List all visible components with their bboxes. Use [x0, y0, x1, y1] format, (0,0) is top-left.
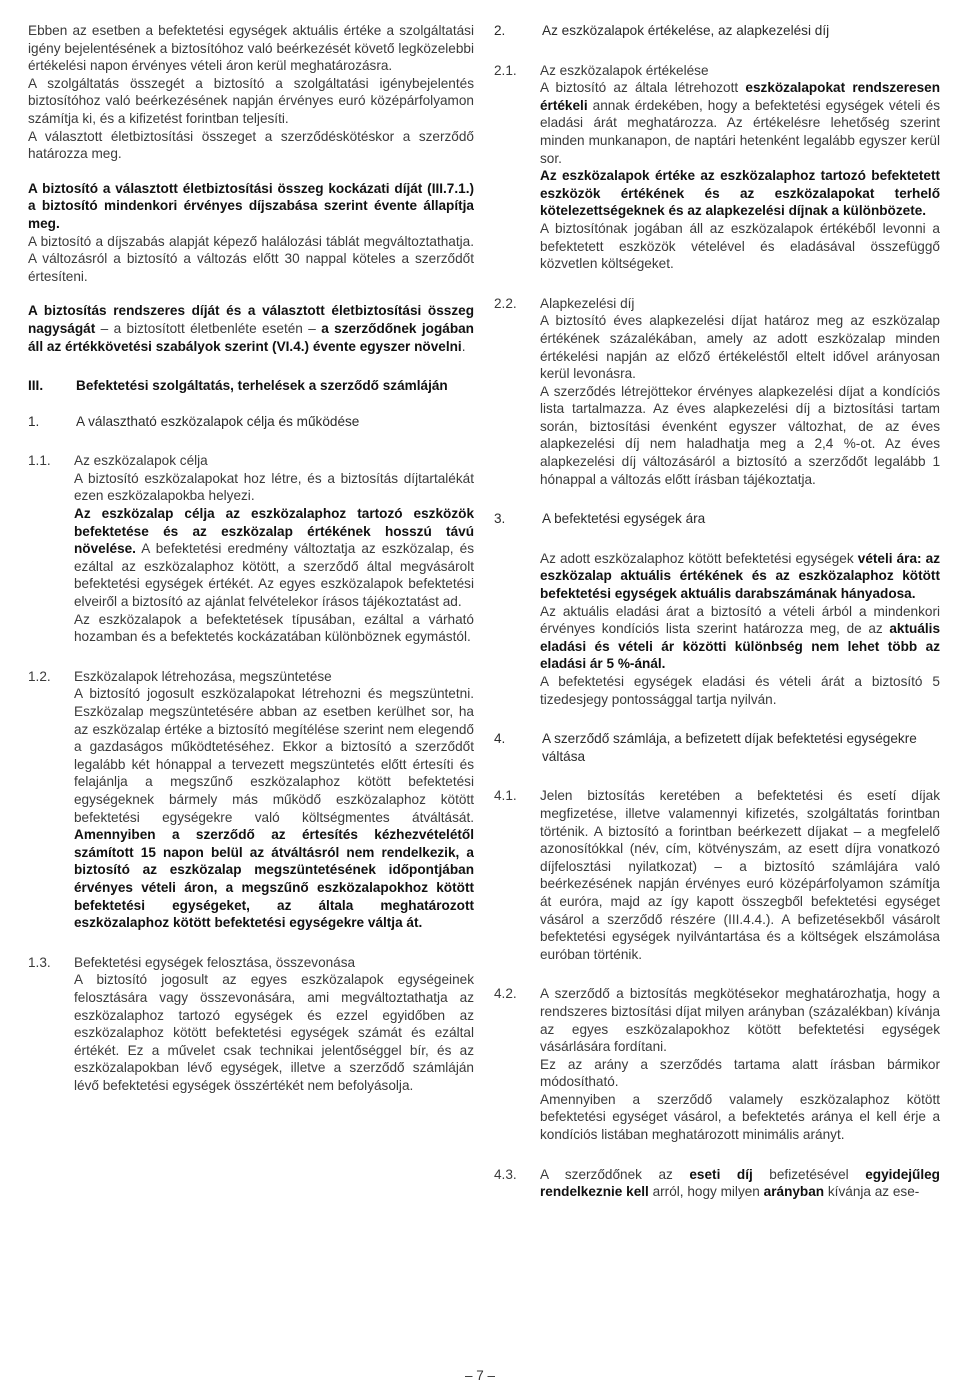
section-3: Az adott eszközalaphoz kötött befektetési egységek vételi ára: az eszközalap aktuális értékének és az eszközalaphoz kötött befektetési egységek aktuális darabszámának hányadosa. Az aktuális eladási árat a biztosító a vételi árból a mindenkori érvényes kondíciós lista szerint határozza meg, de az aktuális eladási és vételi ár közötti különbség nem lehet több az eladási ár 5 %-ánál. A befektetési egységek eladási és vételi árát a biztosító 5 tizedesjegy pontossággal tartja nyilván.: [540, 550, 941, 707]
section-4-2: 4.2. A szerződő a biztosítás megkötésekor meghatározhatja, hogy a rendszeres biztosítási díjat milyen arányban (százalékban) kívánja az egyes eszközalapokhoz kötött befektetési egységek vásárlására fordítani. Ez az arány a szerződés tartama alatt írásban bármikor módosítható. Amennyiben a szerződő valamely eszközalaphoz kötött befektetési egységet vásárol, a befektetés aránya el kell érje a kondíciós listában meghatározott minimális arányt.: [494, 986, 940, 1143]
section-1-1: 1.1. Az eszközalapok célja A biztosító eszközalapokat hoz létre, és a biztosítás díjtartalékát ezen eszközalapokba helyezi. Az eszközalap célja az eszközalaphoz tartozó eszközök befektetése és az eszközalap értékének hosszú távú növelése. A befektetési eredmény változtatja az eszközalap, és ezáltal az eszközalaphoz kötött, a szerződő által megvásárolt befektetési egységek értékét. Az egyes eszközalapok befektetési elveiről a biztosító az ajánlat felvételekor írásos tájékoztatást ad. Az eszközalapok a befektetések típusában, ezáltal a várható hozamban és a befektetés kockázatában különböznek egymástól.: [28, 453, 474, 645]
section-4-3: 4.3. A szerződőnek az eseti díj befizetésével egyidejűleg rendelkeznie kell arról, hogy milyen arányban kívánja az ese-: [494, 1166, 940, 1200]
section-heading-2: 2. Az eszközalapok értékelése, az alapkezelési díj: [494, 23, 830, 38]
right-column: [494, 22, 940, 1201]
left-column: [28, 22, 474, 1094]
section-heading-1: 1. A választható eszközalapok célja és működése: [28, 413, 360, 429]
section-heading-4: 4. A szerződő számlája, a befizetett díjak befektetési egységekre váltása: [494, 731, 917, 764]
section-title: Eszközalapok létrehozása, megszüntetése: [74, 668, 332, 684]
chapter-heading-iii: III. Befektetési szolgáltatás, terhelések a szerződő számláján: [28, 378, 448, 394]
section-1-3: 1.3. Befektetési egységek felosztása, összevonása A biztosító jogosult az egyes eszközalapok egységeinek felosztására vagy összevonására, ami megváltoztathatja az eszközalaphoz tartozó egységek és ezzel egyidőben az eszközalaphoz kötött befektetési egységek számát és ezáltal értékét. Ez a művelet csak technikai jelentőséggel bír, és az eszközalapokban lévő egységek, illetve a szerződő számláján lévő befektetési egységek összértékét nem befolyásolja.: [28, 954, 474, 1093]
paragraph-sum-assured: A választott életbiztosítási összeget a szerződéskötéskor a szerződő határozza meg.: [28, 128, 474, 162]
section-heading-3: 3. A befektetési egységek ára: [494, 511, 706, 527]
paragraph-indexation: A biztosítás rendszeres díját és a választott életbiztosítási összeg nagyságát – a biztosított életbenléte esetén – a szerződőnek jogában áll az értékkövetési szabályok szerint (VI.4.) évente egyszer növelni.: [28, 303, 474, 354]
section-title: Az eszközalapok célja: [74, 453, 208, 469]
paragraph-payout-currency: A szolgáltatás összegét a biztosító a szolgáltatási igénybejelentés biztosítóhoz való beérkezésének napján érvényes euró középárfolyamon számítja ki, és a kifizetést forintban teljesíti.: [28, 75, 474, 126]
paragraph-risk-premium: A biztosító a választott életbiztosítási összeg kockázati díját (III.7.1.) a biztosító mindenkori érvényes díjszabása szerint évente állapítja meg.: [28, 180, 474, 231]
paragraph-payout-value: Ebben az esetben a befektetési egységek aktuális értéke a szolgáltatási igény bejelentésének a biztosítóhoz való beérkezését követő legközelebbi értékelési napon érvényes vételi áron kerül meghatározásra.: [28, 23, 474, 74]
section-4-1: 4.1. Jelen biztosítás keretében a befektetési és esetí díjak megfizetése, illetve valamennyi kifizetés, szolgáltatás forintban történik. A biztosító a forintban beérkezett díjakat – a megfelelő azonosítókkal (név, cím, kötvényszám, az esett díjra vonatkozó díjfelosztási nyilatkozat) – a biztosító számlájára való beérkezésének napján érvényes euró középárfolyamon számítja át euróra, majd az így kapott összegből befektetési egységet vásárol a szerződő részére (III.4.4.). A befizetésekből vásárolt befektetési egységek nyilvántartása és a költségek elszámolása euróban történik.: [494, 788, 940, 962]
page-number: – 7 –: [464, 1368, 496, 1383]
section-1-2: 1.2. Eszközalapok létrehozása, megszüntetése A biztosító jogosult eszközalapokat létrehozni és megszüntetni. Eszközalap megszüntetésére abban az esetben kerülhet sor, ha az eszközalap értéke a biztosító megítélése szerint nem elegendő a gazdaságos működtetéséhez. Ekkor a biztosító a szerződőt legalább két hónappal a tervezett megszüntetés előtt értesíti és felajánlja a megszűnő eszközalaphoz kötött befektetési egységeknek bármely más működő eszközalaphoz kötött befektetési egységekre való költségmentes átváltását. Amennyiben a szerződő az értesítés kézhezvételétől számított 15 napon belül az átváltásról nem rendelkezik, a biztosító az eszközalap megszüntetésének időpontjában érvényes vételi áron, a megszűnő eszközalapokhoz kötött befektetési egységeket, az általa meghatározott eszközalaphoz kötött befektetési egységekre váltja át.: [28, 668, 474, 931]
paragraph-mortality-table: A biztosító a díjszabás alapját képező halálozási táblát megváltoztathatja. A változásról a biztosító a változás előtt 30 nappal köteles a szerződőt értesíteni.: [28, 233, 474, 284]
section-title: Alapkezelési díj: [540, 295, 635, 311]
section-title: Befektetési egységek felosztása, összevonása: [74, 954, 356, 970]
section-2-1: 2.1. Az eszközalapok értékelése A biztosító az általa létrehozott eszközalapokat rendszeresen értékeli annak érdekében, hogy a befektetési egységek vételi és eladási árát meghatározza. Az értékelésre lehetőség szerint minden munkanapon, de naptári hetenként legalább egyszer kerül sor. Az eszközalapok értéke az eszközalaphoz tartozó befektetett eszközök értékének és az eszközalapokat terhelő kötelezettségeknek és az alapkezelési díjnak a különbözete. A biztosítónak jogában áll az eszközalapok értékéből levonni a befektetett eszközök vételével és eladásával összefüggő közvetlen költségeket.: [494, 62, 941, 272]
section-title: Az eszközalapok értékelése: [540, 62, 709, 78]
section-2-2: 2.2. Alapkezelési díj A biztosító éves alapkezelési díjat határoz meg az eszközalap értékének százalékában, amely az adott eszközalap minden értékelési napján az előző értékeléstől eltelt idővel arányosan kerül levonásra. A szerződés létrejöttekor érvényes alapkezelési díjat a kondíciós lista tartalmazza. Az éves alapkezelési díj a biztosítási tartam során, biztosítási évenként egyszer változhat, de az éves alapkezelési díj nem haladhatja meg a 2,4 %-ot. Az éves alapkezelési díj változásáról a biztosító a szerződőt legalább 1 hónappal a változás előtt írásban tájékoztatja.: [494, 295, 940, 487]
